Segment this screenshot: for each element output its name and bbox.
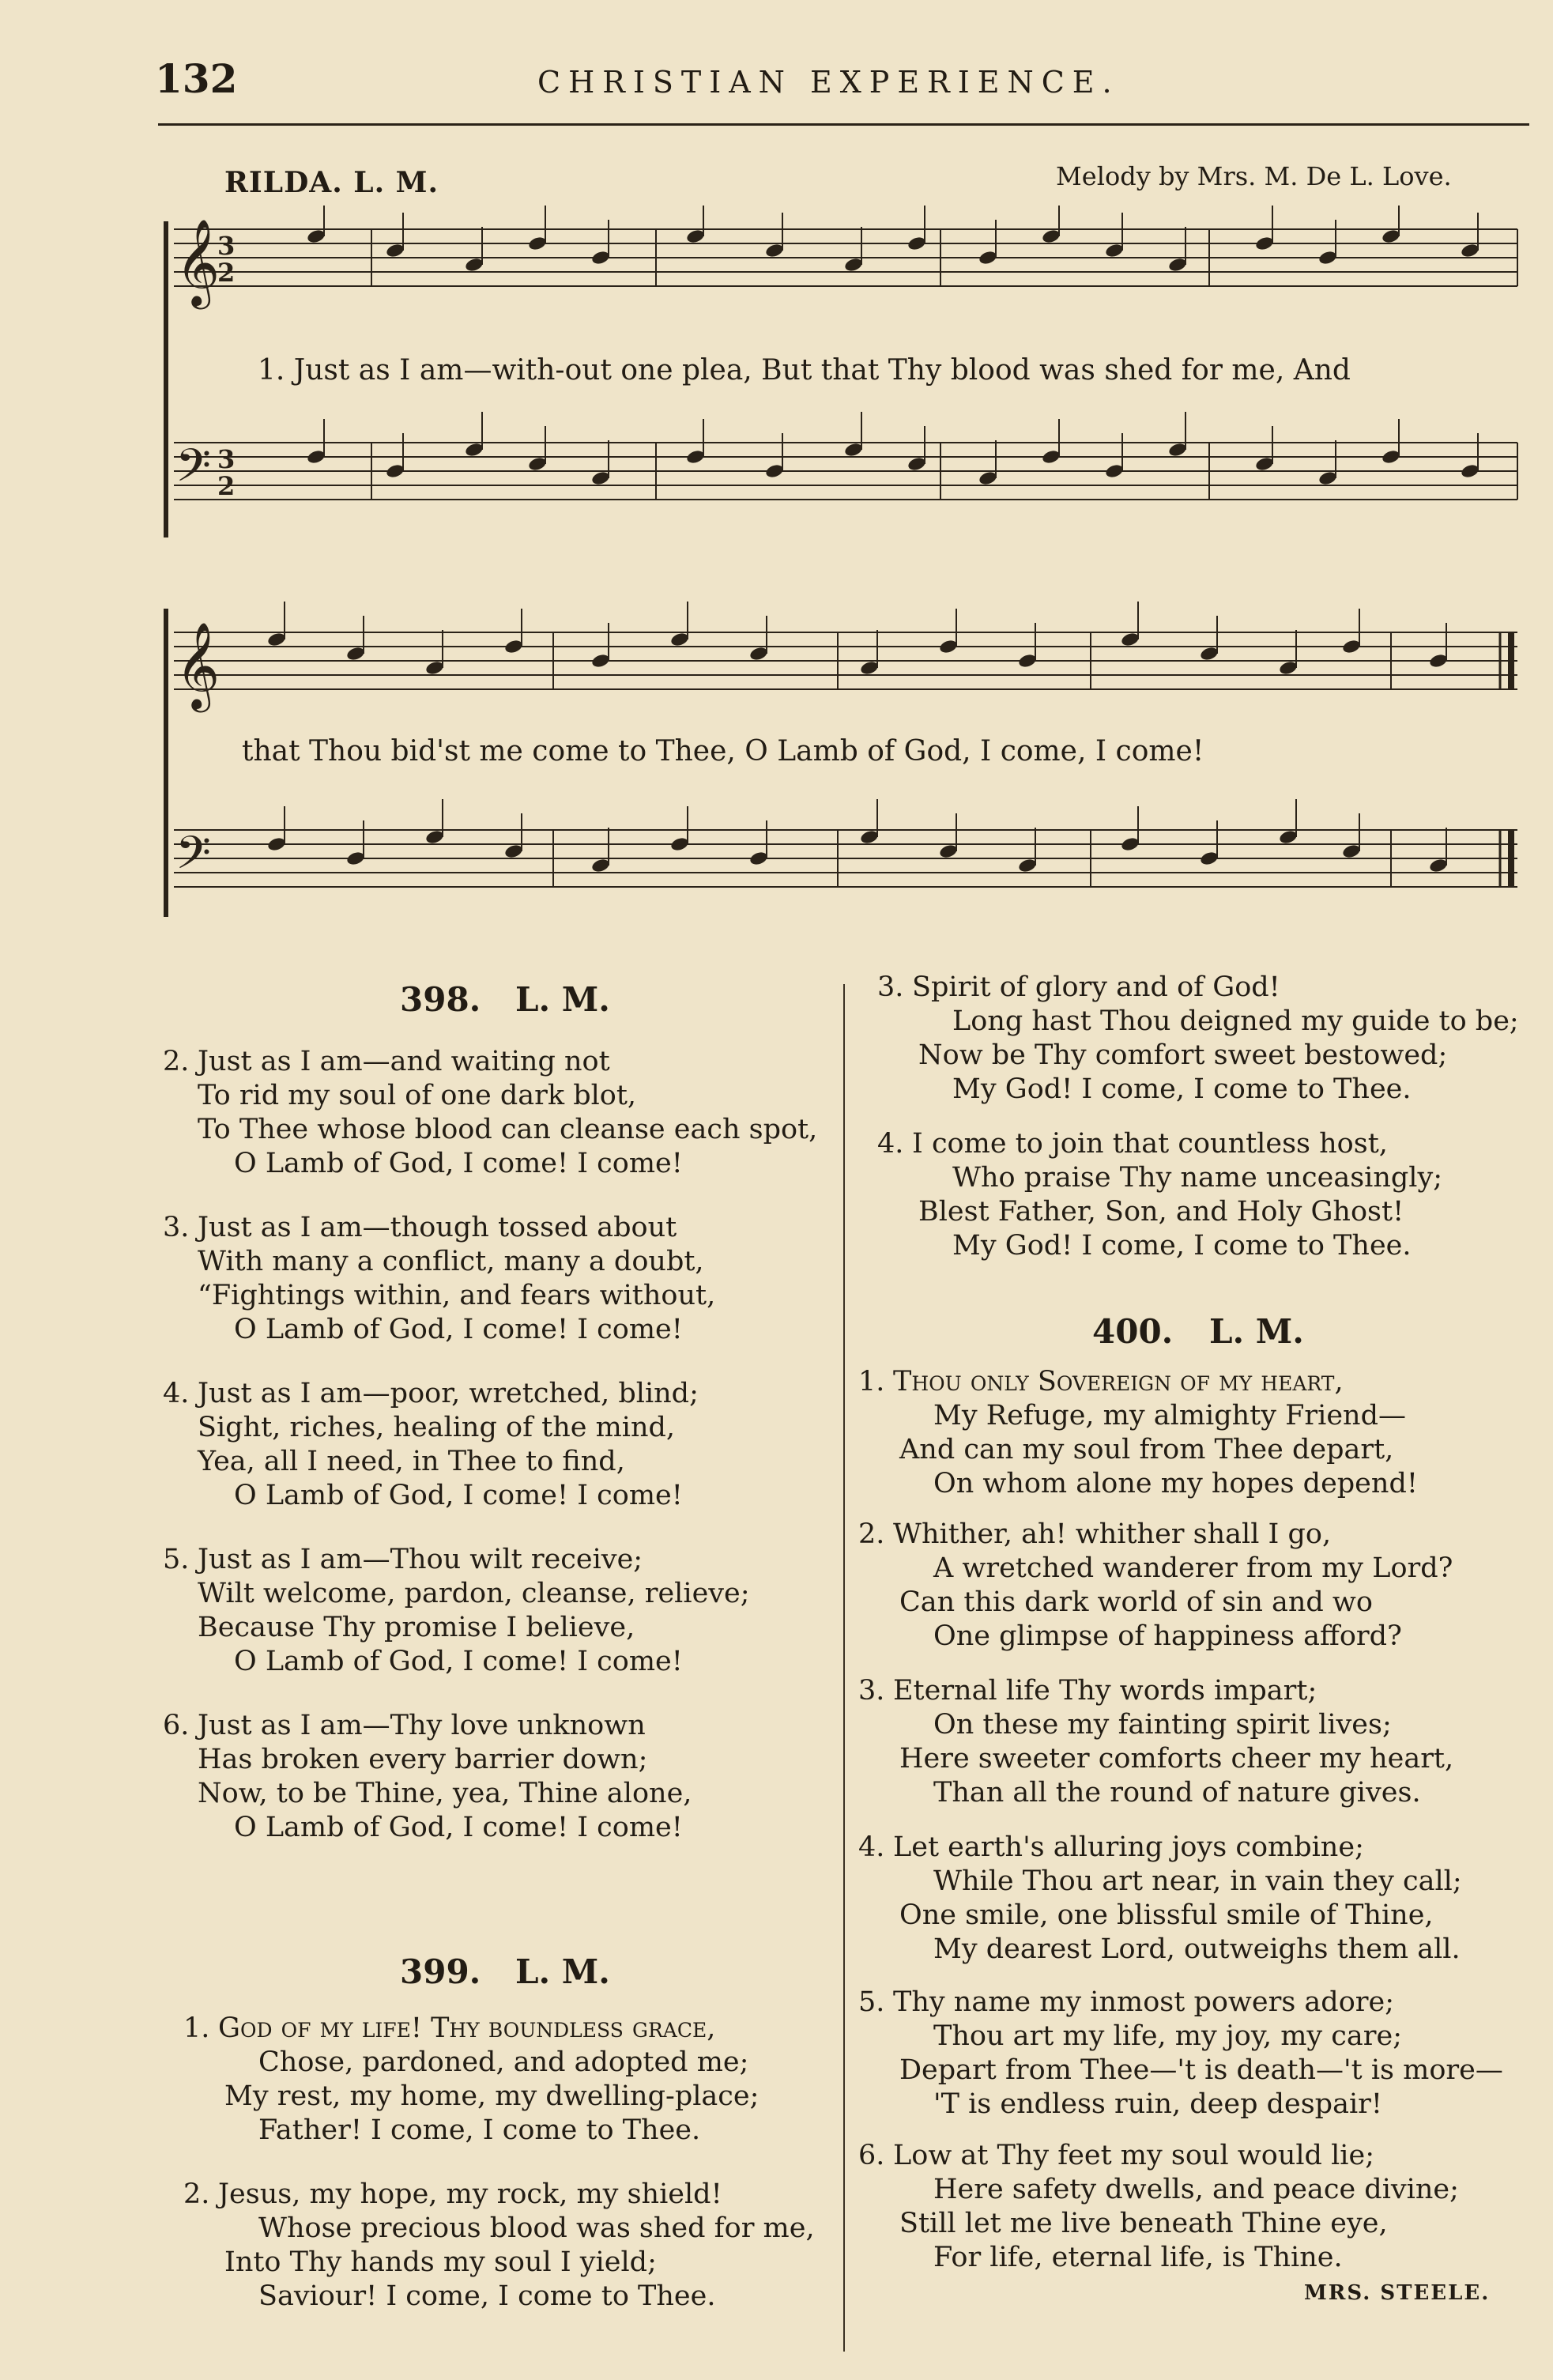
note-head [978, 470, 997, 487]
note-head [424, 829, 444, 846]
hymn-398-stanza-3 [163, 1211, 715, 1347]
hymn-400-stanza-5 [858, 1986, 1503, 2122]
note-head [1254, 456, 1274, 473]
hymn-399-number: 399. [400, 1952, 481, 1991]
stanza-line: My Refuge, my almighty Friend— [933, 1400, 1406, 1431]
note-head [669, 632, 689, 648]
note-head [527, 236, 547, 252]
note-head [685, 449, 705, 466]
stanza-line: Jesus, my hope, my rock, my shield! [218, 2178, 722, 2210]
note-head [464, 257, 484, 273]
note-head [1317, 250, 1337, 266]
stanza-line: Thou art my life, my joy, my care; [933, 2020, 1402, 2052]
stanza-number: 4. [163, 1378, 190, 1409]
stanza-line: Let earth's alluring joys combine; [893, 1831, 1364, 1863]
stanza-line: Thy name my inmost powers adore; [893, 1986, 1394, 2018]
stanza-line: My God! I come, I come to Thee. [952, 1073, 1412, 1105]
note-head [266, 836, 286, 853]
stanza-line: Yea, all I need, in Thee to find, [198, 1446, 625, 1477]
note-head [1254, 236, 1274, 252]
stanza-line: Just as I am—and waiting not [198, 1046, 610, 1077]
stanza-line: O Lamb of God, I come! I come! [234, 1148, 683, 1179]
stanza-number: 5. [163, 1544, 190, 1575]
note-head [843, 442, 863, 458]
note-head [1017, 858, 1037, 874]
stanza-line: Just as I am—poor, wretched, blind; [198, 1378, 699, 1409]
stanza-number: 4. [877, 1128, 904, 1160]
stanza-line: Long hast Thou deigned my guide to be; [952, 1005, 1519, 1037]
note-head [1120, 632, 1140, 648]
note-head [685, 228, 705, 245]
stanza-line: Whose precious blood was shed for me, [258, 2212, 815, 2244]
note-head [345, 851, 365, 867]
stanza-line: With many a conflict, many a doubt, [198, 1246, 704, 1277]
hymn-399-stanza-2 [183, 2178, 815, 2314]
stanza-line: And can my soul from Thee depart, [899, 1434, 1394, 1465]
note-head [843, 257, 863, 273]
svg-text:𝄞: 𝄞 [175, 219, 221, 306]
stanza-line: One smile, one blissful smile of Thine, [899, 1899, 1434, 1931]
note-head [1041, 449, 1061, 466]
stanza-line: My rest, my home, my dwelling-place; [224, 2080, 760, 2112]
stanza-line: On whom alone my hopes depend! [933, 1468, 1418, 1499]
note-head [1041, 228, 1061, 245]
note-head [590, 250, 610, 266]
stanza-line: Here safety dwells, and peace divine; [933, 2174, 1459, 2205]
stanza-number: 2. [183, 2178, 210, 2210]
stanza-line: Into Thy hands my soul I yield; [224, 2246, 657, 2278]
hymn-399-meter: L. M. [515, 1952, 610, 1991]
note-head [1278, 660, 1298, 677]
note-head [764, 243, 784, 259]
note-head [1167, 257, 1187, 273]
note-head [1120, 836, 1140, 853]
svg-text:3: 3 [217, 231, 236, 261]
note-head [748, 646, 768, 662]
hymn-400-number: 400. [1092, 1312, 1174, 1351]
note-head [345, 646, 365, 662]
hymn-398-stanza-2 [163, 1045, 817, 1181]
stanza-line: Just as I am—Thy love unknown [198, 1710, 646, 1741]
hymn-400-stanza-4 [858, 1831, 1462, 1967]
note-head [1199, 646, 1219, 662]
note-head [464, 442, 484, 458]
stanza-line: Father! I come, I come to Thee. [258, 2114, 701, 2146]
note-head [859, 829, 879, 846]
hymn-398-stanza-5 [163, 1543, 750, 1679]
stanza-line: Still let me live beneath Thine eye, [899, 2208, 1388, 2239]
stanza-line: 'T is endless ruin, deep despair! [933, 2088, 1382, 2120]
note-head [938, 843, 958, 860]
note-head [1381, 449, 1400, 466]
hymn-398-stanza-6 [163, 1709, 692, 1845]
hymn-400-author: MRS. STEELE. [1304, 2281, 1491, 2305]
stanza-line: Saviour! I come, I come to Thee. [258, 2280, 716, 2312]
hymn-398-stanza-4 [163, 1377, 699, 1513]
stanza-line: One glimpse of happiness afford? [933, 1620, 1402, 1652]
stanza-number: 2. [163, 1046, 190, 1077]
note-head [306, 228, 326, 245]
stanza-line: Depart from Thee—'t is death—'t is more— [899, 2054, 1503, 2086]
hymn-399-stanza-4 [877, 1127, 1442, 1263]
hymn-400-stanza-6 [858, 2139, 1459, 2275]
hymn-400-stanza-3 [858, 1674, 1453, 1810]
stanza-number: 2. [858, 1518, 885, 1550]
stanza-line: To Thee whose blood can cleanse each spot, [198, 1114, 818, 1145]
stanza-line: Chose, pardoned, and adopted me; [258, 2046, 749, 2078]
note-head [748, 851, 768, 867]
note-head [1428, 858, 1448, 874]
note-head [1167, 442, 1187, 458]
stanza-line: A wretched wanderer from my Lord? [933, 1552, 1453, 1584]
note-head [669, 836, 689, 853]
stanza-line: Now be Thy comfort sweet bestowed; [918, 1039, 1448, 1071]
stanza-line: Just as I am—though tossed about [198, 1212, 677, 1243]
header-rule [158, 123, 1529, 126]
svg-text:𝄞: 𝄞 [175, 622, 221, 709]
stanza-line: Sight, riches, healing of the mind, [198, 1412, 676, 1443]
stanza-number: 3. [858, 1675, 885, 1707]
svg-text:2: 2 [217, 471, 236, 501]
stanza-line: Who praise Thy name unceasingly; [952, 1162, 1443, 1194]
stanza-number: 6. [163, 1710, 190, 1741]
note-head [907, 456, 926, 473]
stanza-number: 3. [163, 1212, 190, 1243]
note-head [1341, 639, 1361, 655]
hymn-398-number: 398. [400, 980, 481, 1019]
stanza-line: My God! I come, I come to Thee. [952, 1230, 1412, 1262]
note-head [503, 639, 523, 655]
hymn-400-stanza-1 [858, 1365, 1418, 1501]
note-head [1460, 463, 1479, 480]
stanza-line: Wilt welcome, pardon, cleanse, relieve; [198, 1578, 750, 1609]
svg-text:𝄢: 𝄢 [175, 439, 212, 504]
running-title: CHRISTIAN EXPERIENCE. [537, 65, 1120, 100]
note-head [764, 463, 784, 480]
column-rule [843, 984, 845, 2352]
note-head [859, 660, 879, 677]
note-head [1381, 228, 1400, 245]
stanza-number: 1. [183, 2012, 210, 2044]
svg-text:2: 2 [217, 258, 236, 288]
stanza-line: While Thou art near, in vain they call; [933, 1865, 1462, 1897]
stanza-line: Can this dark world of sin and wo [899, 1586, 1373, 1618]
stanza-number: 6. [858, 2140, 885, 2171]
stanza-line: O Lamb of God, I come! I come! [234, 1812, 683, 1843]
hymn-400-stanza-2 [858, 1518, 1453, 1654]
note-head [590, 470, 610, 487]
note-head [1460, 243, 1479, 259]
note-head [590, 858, 610, 874]
note-head [1104, 243, 1124, 259]
music-lyrics-line-1: 1. Just as I am—with-out one plea, But that Thy blood was shed for me, And [258, 354, 1351, 387]
note-head [385, 243, 405, 259]
melody-credit: Melody by Mrs. M. De L. Love. [1056, 161, 1452, 191]
hymn-399-stanza-3 [877, 971, 1519, 1107]
stanza-number: 3. [877, 971, 904, 1003]
stanza-line: Blest Father, Son, and Holy Ghost! [918, 1196, 1404, 1228]
stanza-number: 5. [858, 1986, 885, 2018]
page-number: 132 [155, 55, 238, 102]
note-head [1017, 653, 1037, 669]
note-head [938, 639, 958, 655]
stanza-line: Now, to be Thine, yea, Thine alone, [198, 1778, 692, 1809]
stanza-line: I come to join that countless host, [912, 1128, 1388, 1160]
note-head [1341, 843, 1361, 860]
stanza-line: Than all the round of nature gives. [933, 1777, 1421, 1809]
note-head [907, 236, 926, 252]
note-head [1104, 463, 1124, 480]
note-head [1199, 851, 1219, 867]
stanza-line: Whither, ah! whither shall I go, [893, 1518, 1332, 1550]
tune-name: RILDA. L. M. [224, 166, 439, 199]
note-head [424, 660, 444, 677]
stanza-number: 1. [858, 1366, 885, 1397]
stanza-line: On these my fainting spirit lives; [933, 1709, 1392, 1741]
note-head [590, 653, 610, 669]
hymn-399-stanza-1 [183, 2012, 759, 2148]
note-head [1317, 470, 1337, 487]
stanza-line: O Lamb of God, I come! I come! [234, 1480, 683, 1511]
stanza-line: O Lamb of God, I come! I come! [234, 1646, 683, 1677]
note-head [1278, 829, 1298, 846]
note-head [306, 449, 326, 466]
note-head [1428, 653, 1448, 669]
stanza-line: Here sweeter comforts cheer my heart, [899, 1743, 1454, 1775]
note-head [978, 250, 997, 266]
stanza-line: Thou only Sovereign of my heart, [893, 1366, 1344, 1397]
stanza-line: Has broken every barrier down; [198, 1744, 648, 1775]
stanza-line: God of my life! Thy boundless grace, [218, 2012, 716, 2044]
stanza-line: For life, eternal life, is Thine. [933, 2242, 1343, 2273]
stanza-line: Eternal life Thy words impart; [893, 1675, 1317, 1707]
stanza-number: 4. [858, 1831, 885, 1863]
note-head [266, 632, 286, 648]
hymn-400-meter: L. M. [1209, 1312, 1304, 1351]
music-lyrics-line-2: that Thou bid'st me come to Thee, O Lamb of God, I come, I come! [242, 735, 1204, 768]
stanza-line: O Lamb of God, I come! I come! [234, 1314, 683, 1345]
note-head [385, 463, 405, 480]
stanza-line: Because Thy promise I believe, [198, 1612, 635, 1643]
stanza-line: “Fightings within, and fears without, [198, 1280, 716, 1311]
stanza-line: My dearest Lord, outweighs them all. [933, 1933, 1461, 1965]
stanza-line: Spirit of glory and of God! [912, 971, 1280, 1003]
note-head [503, 843, 523, 860]
svg-text:𝄢: 𝄢 [175, 826, 212, 891]
note-head [527, 456, 547, 473]
hymn-398-meter: L. M. [515, 980, 610, 1019]
stanza-line: Just as I am—Thou wilt receive; [198, 1544, 643, 1575]
stanza-line: To rid my soul of one dark blot, [198, 1080, 637, 1111]
stanza-line: Low at Thy feet my soul would lie; [893, 2140, 1374, 2171]
svg-text:3: 3 [217, 444, 236, 474]
